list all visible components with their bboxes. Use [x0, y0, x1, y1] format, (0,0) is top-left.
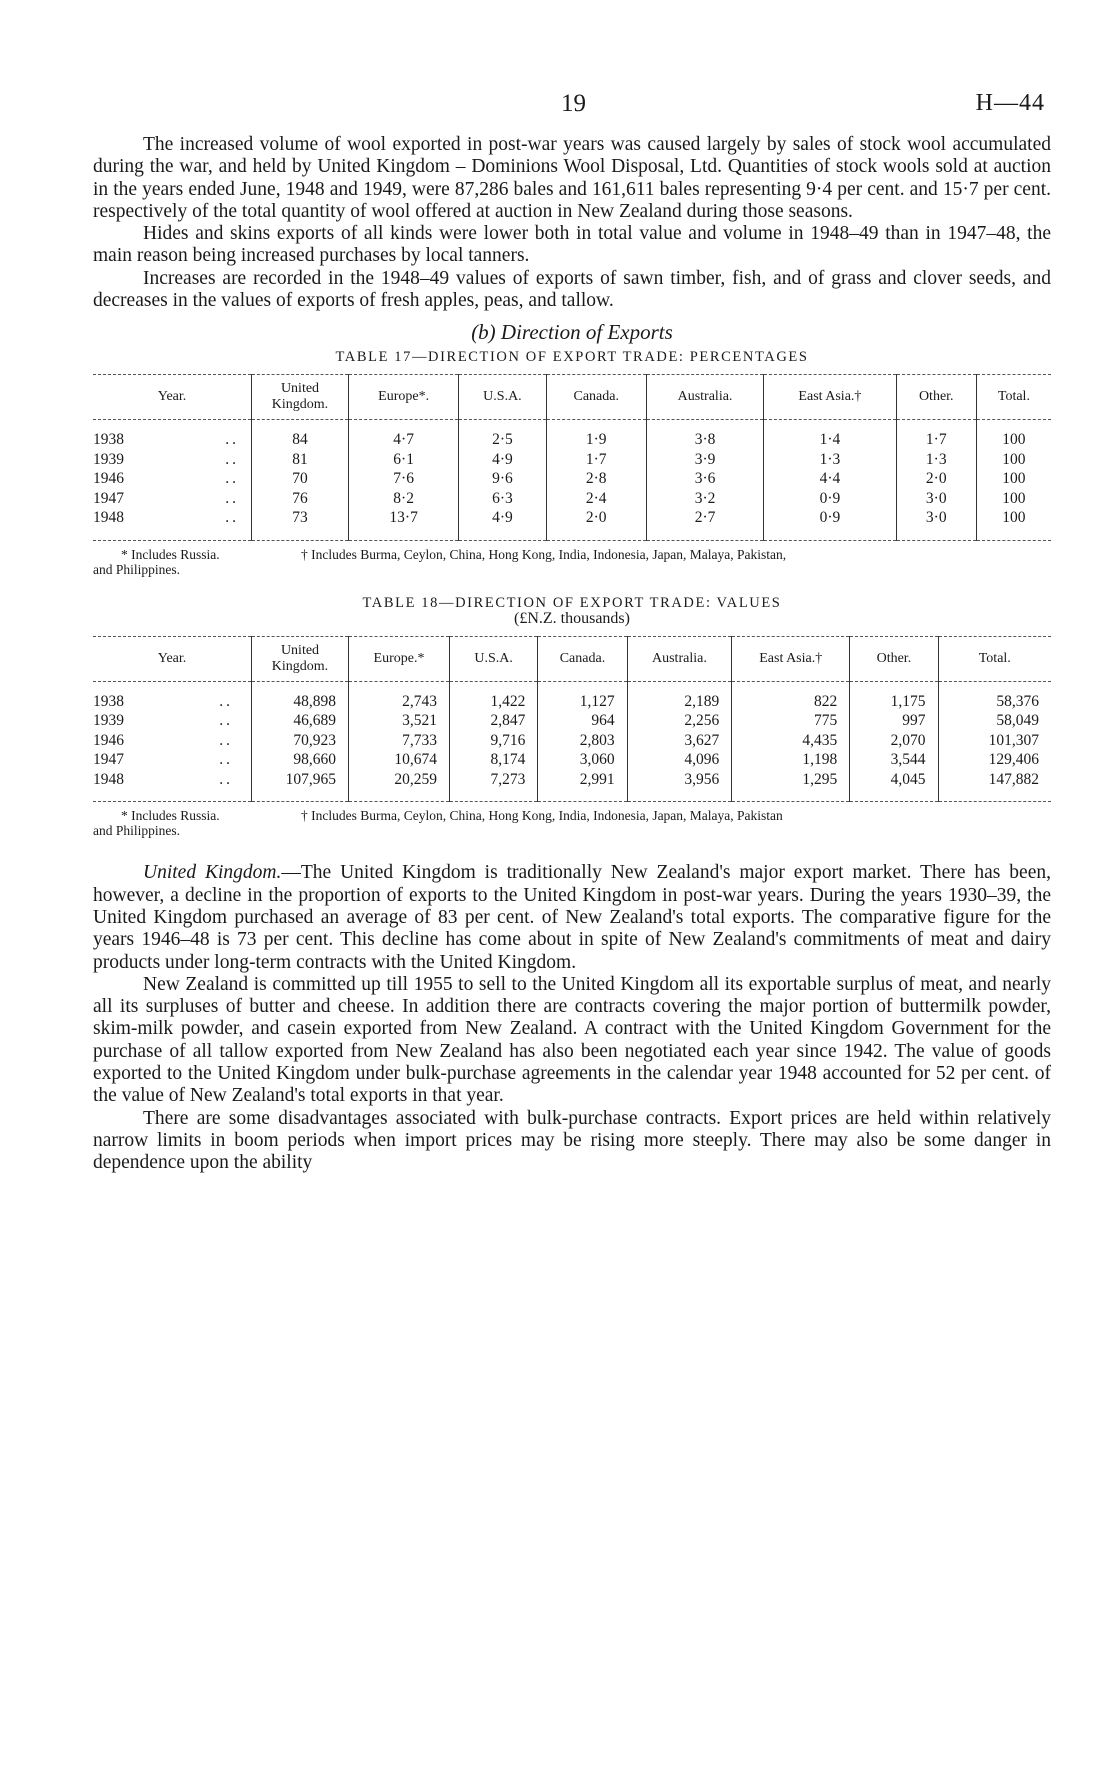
table-cell: 997 — [850, 711, 938, 731]
footnote-continuation: and Philippines. — [93, 561, 180, 577]
col-header: Canada. — [546, 375, 646, 420]
col-header: Year. — [93, 375, 252, 420]
table-cell: 2·5 — [459, 420, 546, 450]
table18-header-row — [93, 636, 1051, 681]
year-cell: 1946 — [93, 470, 124, 488]
table-cell: 3,544 — [850, 750, 938, 770]
table-cell: 2·0 — [546, 508, 646, 540]
table-cell: 100 — [976, 469, 1051, 489]
table-cell: 3·2 — [646, 489, 763, 509]
table-cell: 147,882 — [938, 770, 1051, 802]
year-cell: 1947 — [93, 489, 124, 507]
table-row: 1946 .. 70 7·6 9·6 2·8 3·6 4·4 2·0 100 — [93, 469, 1051, 489]
year-cell: 1948 — [93, 509, 124, 527]
col-header: Total. — [976, 375, 1051, 420]
table-cell: 1,295 — [732, 770, 850, 802]
table-cell: 10,674 — [349, 750, 450, 770]
table-cell: 129,406 — [938, 750, 1051, 770]
table17-caption: TABLE 17—DIRECTION OF EXPORT TRADE: PERCENTAGES — [335, 349, 809, 366]
paragraph-wool: The increased volume of wool exported in post-war years was caused largely by sales of stock wool accumulated during the war, and held by United Kingdom – Dominions Wool Disposal, Ltd. Quantities of stock wools sold at auction in the years ended June, 1948 and 1949, were 87,286 bales and 161,611 bales representing 9·4 per cent. and 15·7 per cent. respectively of the total quantity of wool offered at auction in New Zealand during those seasons. — [93, 134, 1051, 222]
table-cell: 1·3 — [896, 450, 976, 470]
table-cell: 46,689 — [252, 711, 349, 731]
table-cell: 20,259 — [349, 770, 450, 802]
year-cell: 1947 — [93, 751, 124, 769]
table-cell: 3·9 — [646, 450, 763, 470]
table-cell: 58,376 — [938, 681, 1051, 711]
table-cell: 1,175 — [850, 681, 938, 711]
table-cell: 2·4 — [546, 489, 646, 509]
table-row: 1948 .. 73 13·7 4·9 2·0 2·7 0·9 3·0 100 — [93, 508, 1051, 540]
table-cell: 98,660 — [252, 750, 349, 770]
col-header: East Asia.† — [764, 375, 896, 420]
paragraph-increases: Increases are recorded in the 1948–49 values of exports of sawn timber, fish, and of grass and clover seeds, and decreases in the values of exports of fresh apples, peas, and tallow. — [93, 267, 1051, 312]
table-cell: 2,803 — [538, 731, 627, 751]
footnote-star: * Includes Russia. — [121, 546, 220, 562]
table-cell: 775 — [732, 711, 850, 731]
col-header: Year. — [93, 636, 252, 681]
table-cell: 1,127 — [538, 681, 627, 711]
table-cell: 100 — [976, 420, 1051, 450]
year-cell: 1939 — [93, 712, 124, 730]
page-header — [93, 90, 1051, 134]
col-header: Australia. — [646, 375, 763, 420]
footnote-continuation: and Philippines. — [93, 823, 180, 839]
col-header: Other. — [896, 375, 976, 420]
table-cell: 1,422 — [450, 681, 538, 711]
col-header: Europe.* — [349, 636, 450, 681]
table-cell: 4,096 — [627, 750, 732, 770]
table-cell: 7,733 — [349, 731, 450, 751]
table-cell: 101,307 — [938, 731, 1051, 751]
document-reference: H—44 — [975, 90, 1045, 116]
table-cell: 6·3 — [459, 489, 546, 509]
col-header: Europe*. — [349, 375, 459, 420]
table-cell: 3,060 — [538, 750, 627, 770]
table-cell: 3,956 — [627, 770, 732, 802]
year-cell: 1948 — [93, 770, 124, 788]
table-cell: 1,198 — [732, 750, 850, 770]
table18 — [93, 636, 1051, 803]
table-cell: 100 — [976, 489, 1051, 509]
table-cell: 70 — [252, 469, 349, 489]
table-cell: 3,627 — [627, 731, 732, 751]
table-cell: 58,049 — [938, 711, 1051, 731]
document-page — [93, 90, 1051, 1175]
col-header: East Asia.† — [732, 636, 850, 681]
paragraph-lead-text: —The United Kingdom is traditionally New Zealand's major export market. There has been, however, a decline in the proportion of exports to the United Kingdom in post-war years. During the years 1930–39, the United Kingdom purchased an average of 83 per cent. of New Zealand's total exports. The comparative figure for the years 1946–48 is 73 per cent. This decline has come about in spite of New Zealand's commitments of meat and dairy products under long-term contracts with the United Kingdom. — [93, 862, 1051, 973]
table-cell: 2,070 — [850, 731, 938, 751]
table-cell: 73 — [252, 508, 349, 540]
table-cell: 1·3 — [764, 450, 896, 470]
table-cell: 6·1 — [349, 450, 459, 470]
page-number: 19 — [561, 90, 586, 117]
col-header: United Kingdom. — [252, 375, 349, 420]
table-row: 1947 .. 76 8·2 6·3 2·4 3·2 0·9 3·0 100 — [93, 489, 1051, 509]
table-cell: 0·9 — [764, 508, 896, 540]
table-row: 1947 .. 98,660 10,674 8,174 3,060 4,096 1,198 3,544 129,406 — [93, 750, 1051, 770]
table-cell: 3·8 — [646, 420, 763, 450]
col-header: Canada. — [538, 636, 627, 681]
table-cell: 81 — [252, 450, 349, 470]
table17 — [93, 374, 1051, 541]
footnote-star: * Includes Russia. — [121, 808, 220, 824]
table-cell: 9·6 — [459, 469, 546, 489]
footnote-dagger: † Includes Burma, Ceylon, China, Hong Kong, India, Indonesia, Japan, Malaya, Pakistan — [301, 808, 783, 824]
table-cell: 2,991 — [538, 770, 627, 802]
paragraph-disadvantages: There are some disadvantages associated with bulk-purchase contracts. Export prices are held within relatively narrow limits in boom periods when import prices may be rising more steeply. There may also be some danger in dependence upon the ability — [93, 1107, 1051, 1174]
section-title: (b) Direction of Exports — [471, 320, 673, 345]
table-cell: 70,923 — [252, 731, 349, 751]
col-header: Australia. — [627, 636, 732, 681]
table-cell: 3·0 — [896, 489, 976, 509]
table-cell: 8,174 — [450, 750, 538, 770]
table-cell: 2·8 — [546, 469, 646, 489]
year-cell: 1938 — [93, 431, 124, 449]
year-cell: 1938 — [93, 692, 124, 710]
table18-footnotes — [93, 808, 1051, 842]
table-cell: 107,965 — [252, 770, 349, 802]
table-cell: 13·7 — [349, 508, 459, 540]
table-cell: 48,898 — [252, 681, 349, 711]
table-row: 1938 .. 48,898 2,743 1,422 1,127 2,189 822 1,175 58,376 — [93, 681, 1051, 711]
table-cell: 0·9 — [764, 489, 896, 509]
paragraph-lead-heading: United Kingdom. — [143, 862, 282, 884]
col-header: Total. — [938, 636, 1051, 681]
table-cell: 3,521 — [349, 711, 450, 731]
table-cell: 3·0 — [896, 508, 976, 540]
table-cell: 1·4 — [764, 420, 896, 450]
table-cell: 4,435 — [732, 731, 850, 751]
table-cell: 964 — [538, 711, 627, 731]
table-cell: 1·7 — [896, 420, 976, 450]
col-header: Other. — [850, 636, 938, 681]
paragraph-united-kingdom — [93, 862, 1051, 973]
table-cell: 76 — [252, 489, 349, 509]
table-cell: 7,273 — [450, 770, 538, 802]
year-cell: 1939 — [93, 450, 124, 468]
table17-footnotes — [93, 547, 1051, 581]
table-row: 1948 .. 107,965 20,259 7,273 2,991 3,956 1,295 4,045 147,882 — [93, 770, 1051, 802]
table-cell: 8·2 — [349, 489, 459, 509]
table-cell: 100 — [976, 450, 1051, 470]
table-cell: 2,189 — [627, 681, 732, 711]
table-cell: 1·9 — [546, 420, 646, 450]
table-cell: 3·6 — [646, 469, 763, 489]
table-cell: 2,743 — [349, 681, 450, 711]
table-cell: 9,716 — [450, 731, 538, 751]
table-row: 1939 .. 81 6·1 4·9 1·7 3·9 1·3 1·3 100 — [93, 450, 1051, 470]
table-cell: 2·0 — [896, 469, 976, 489]
table-cell: 1·7 — [546, 450, 646, 470]
table-cell: 4·9 — [459, 508, 546, 540]
table-cell: 822 — [732, 681, 850, 711]
col-header: U.S.A. — [450, 636, 538, 681]
table-row: 1946 .. 70,923 7,733 9,716 2,803 3,627 4,435 2,070 101,307 — [93, 731, 1051, 751]
table17-header-row — [93, 375, 1051, 420]
year-cell: 1946 — [93, 731, 124, 749]
table-cell: 4·7 — [349, 420, 459, 450]
table-cell: 4,045 — [850, 770, 938, 802]
table-cell: 7·6 — [349, 469, 459, 489]
table-cell: 2,256 — [627, 711, 732, 731]
table-cell: 84 — [252, 420, 349, 450]
col-header: U.S.A. — [459, 375, 546, 420]
table-row: 1938 .. 84 4·7 2·5 1·9 3·8 1·4 1·7 100 — [93, 420, 1051, 450]
table-cell: 4·9 — [459, 450, 546, 470]
paragraph-committed: New Zealand is committed up till 1955 to sell to the United Kingdom all its exportable surplus of meat, and nearly all its surpluses of butter and cheese. In addition there are contracts covering the major portion of buttermilk powder, skim-milk powder, and casein exported from New Zealand. A contract with the United Kingdom Government for the purchase of all tallow exported from New Zealand has also been negotiated each year since 1942. The value of goods exported to the United Kingdom under bulk-purchase agreements in the calendar year 1948 accounted for 52 per cent. of the value of New Zealand's total exports in that year. — [93, 973, 1051, 1107]
table18-caption: TABLE 18—DIRECTION OF EXPORT TRADE: VALUES — [362, 594, 782, 611]
table-cell: 2,847 — [450, 711, 538, 731]
paragraph-hides: Hides and skins exports of all kinds were lower both in total value and volume in 1948–49 than in 1947–48, the main reason being increased purchases by local tanners. — [93, 223, 1051, 267]
table-cell: 2·7 — [646, 508, 763, 540]
table-cell: 100 — [976, 508, 1051, 540]
col-header: United Kingdom. — [252, 636, 349, 681]
table18-subcaption: (£N.Z. thousands) — [514, 609, 630, 627]
table-row: 1939 .. 46,689 3,521 2,847 964 2,256 775 997 58,049 — [93, 711, 1051, 731]
footnote-dagger: † Includes Burma, Ceylon, China, Hong Kong, India, Indonesia, Japan, Malaya, Pakistan, — [301, 546, 787, 562]
table-cell: 4·4 — [764, 469, 896, 489]
